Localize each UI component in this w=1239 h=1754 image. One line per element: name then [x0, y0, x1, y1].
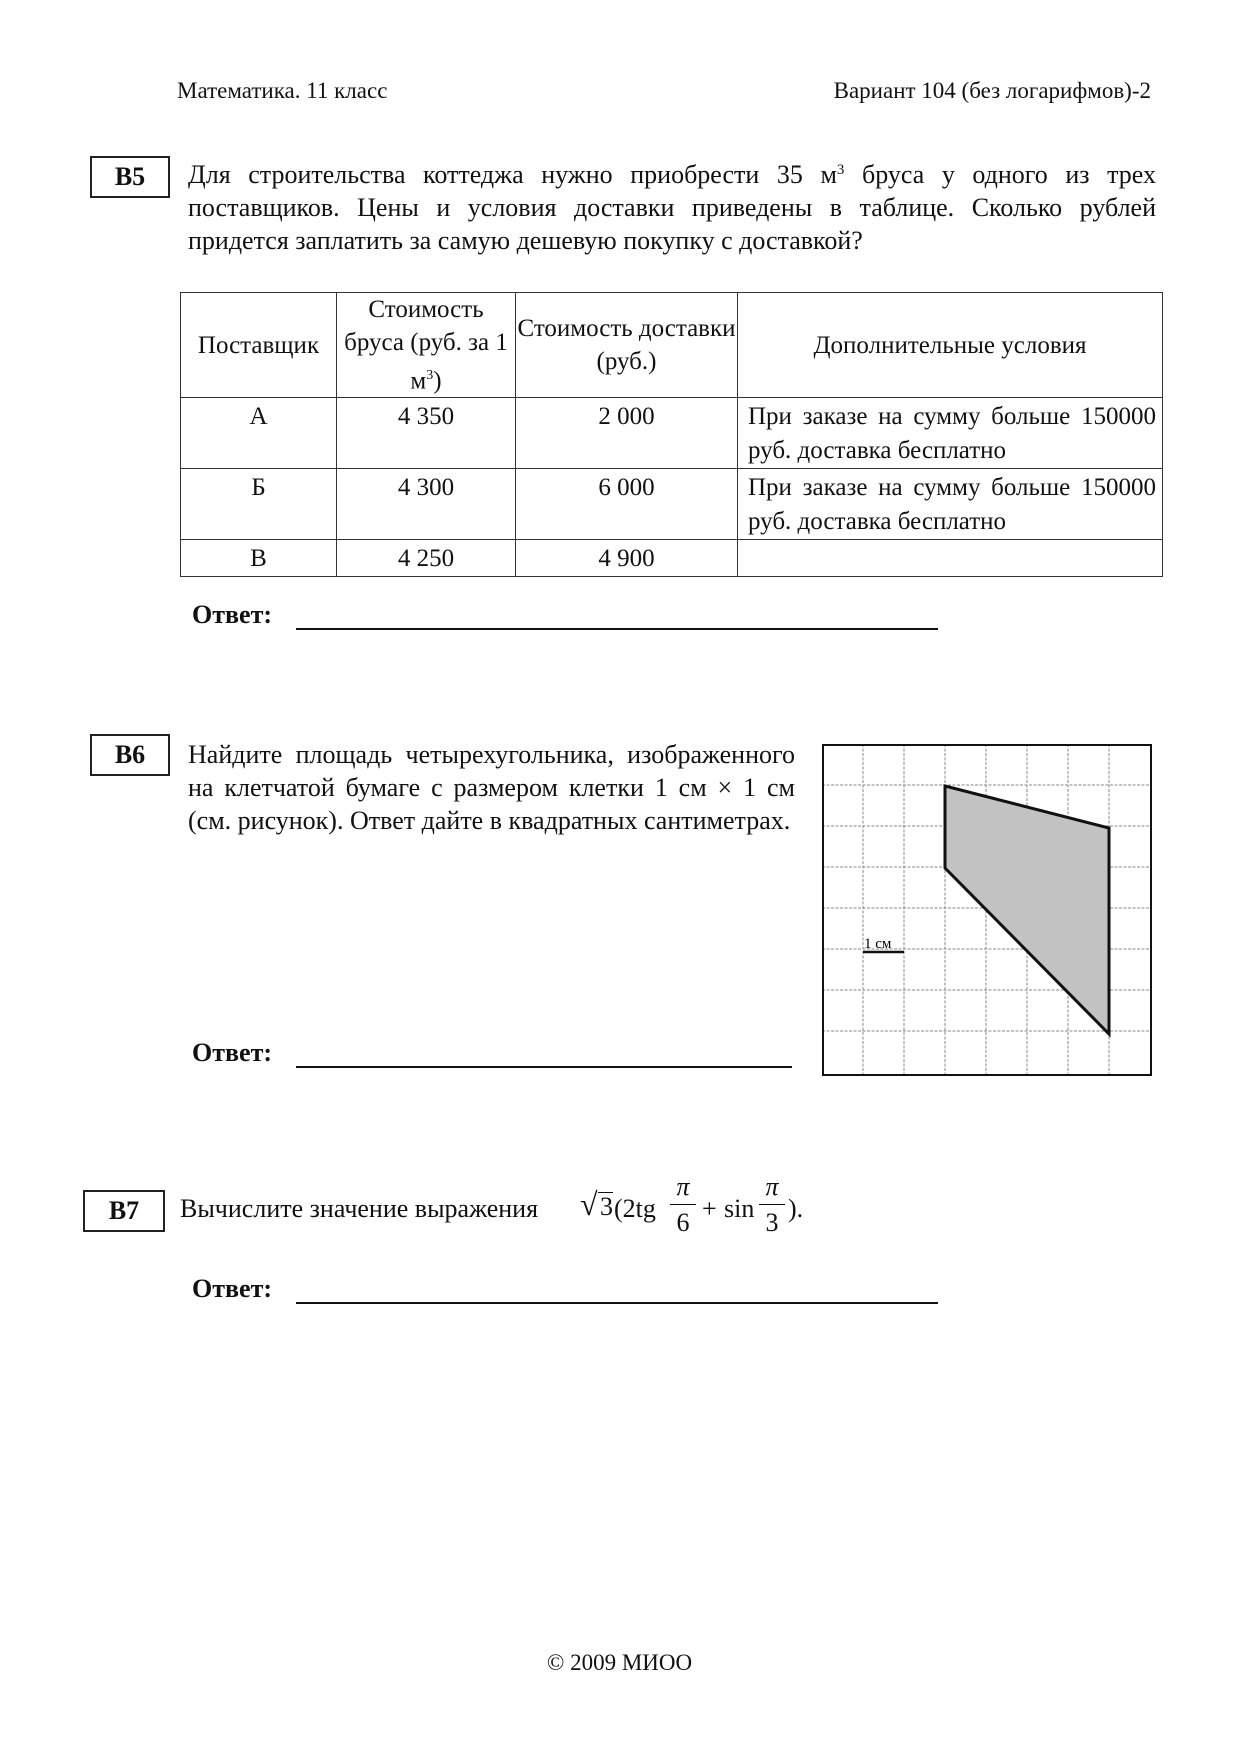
- task-b7-tag: B7: [83, 1190, 165, 1232]
- b7-answer-label: Ответ:: [192, 1274, 273, 1303]
- scale-label: 1 см: [864, 936, 892, 952]
- variant-header: Вариант 104 (без логарифмов)-2: [833, 78, 1151, 103]
- cell-conditions: При заказе на сумму больше 150000 руб. доставка бесплатно: [738, 469, 1163, 540]
- b6-answer-label: Ответ:: [192, 1038, 273, 1067]
- cell-delivery: 6 000: [516, 469, 738, 540]
- header-delivery: Стоимость доставки (руб.): [516, 293, 738, 398]
- fraction-pi-6: π 6: [668, 1172, 698, 1242]
- sqrt-radicand: 3: [600, 1192, 613, 1221]
- table-row: [181, 469, 1163, 540]
- cell-delivery: 2 000: [516, 398, 738, 469]
- header-price: Стоимость бруса (руб. за 1 $м^3$): [337, 293, 516, 398]
- task-b5-tag: B5: [90, 156, 170, 198]
- cell-supplier: А: [181, 398, 337, 469]
- b5-answer-field[interactable]: [296, 628, 938, 630]
- plus-sign: +: [702, 1194, 717, 1223]
- cell-price: 4 250: [337, 540, 516, 577]
- cell-price: 4 350: [337, 398, 516, 469]
- cell-supplier: В: [181, 540, 337, 577]
- task-b5-text: Для строительства коттеджа нужно приобрести 35 $м^3$ бруса у одного из трех поставщиков. Цены и условия доставки приведены в таблице. Сколько рублей придется заплатить за самую дешевую покупку с доставкой?: [188, 160, 1156, 255]
- table-row: [181, 398, 1163, 469]
- cell-delivery: 4 900: [516, 540, 738, 577]
- footer-copyright: © 2009 МИОО: [546, 1650, 693, 1675]
- header-conditions: Дополнительные условия: [738, 293, 1163, 398]
- subject-header: Математика. 11 класс: [177, 78, 388, 103]
- sin-fn: sin: [724, 1194, 755, 1223]
- cell-conditions: [738, 540, 1163, 577]
- b7-answer-field[interactable]: [296, 1302, 938, 1304]
- b5-answer-label: Ответ:: [192, 600, 273, 629]
- cell-supplier: Б: [181, 469, 337, 540]
- supplier-table: [180, 292, 1163, 577]
- close-paren: ).: [788, 1194, 804, 1223]
- grid-figure: [822, 744, 1152, 1076]
- task-b6-text: Найдите площадь четырехугольника, изображенного на клетчатой бумаге с размером клетки 1 см × 1 см (см. рисунок). Ответ дайте в квадратных сантиметрах.: [188, 740, 795, 835]
- table-row: [181, 540, 1163, 577]
- open-tg: (2tg: [614, 1194, 656, 1223]
- sqrt-sign: √: [580, 1186, 598, 1222]
- b6-answer-field[interactable]: [296, 1066, 792, 1068]
- header-supplier: Поставщик: [181, 293, 337, 398]
- cell-price: 4 300: [337, 469, 516, 540]
- task-b6-tag: B6: [90, 734, 170, 776]
- fraction-pi-3: π 3: [757, 1172, 787, 1242]
- cell-conditions: При заказе на сумму больше 150000 руб. доставка бесплатно: [738, 398, 1163, 469]
- table-header-row: [181, 293, 1163, 398]
- task-b7-text: Вычислите значение выражения: [180, 1194, 539, 1223]
